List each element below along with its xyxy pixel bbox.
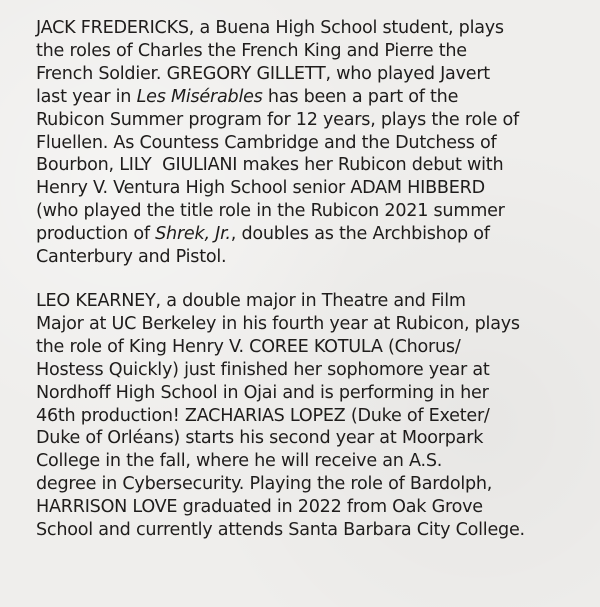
bio-line: (who played the title role in the Rubicon 2021 summer [36, 201, 505, 222]
bio-paragraph-1 [36, 17, 576, 269]
bio-line: production of Shrek, Jr., doubles as the Archbishop of [36, 224, 490, 245]
show-title-italic: Shrek, Jr. [155, 224, 231, 245]
bio-line: Canterbury and Pistol. [36, 247, 227, 268]
bio-line: last year in Les Misérables has been a part of the [36, 86, 459, 107]
bio-line: College in the fall, where he will receive an A.S. [36, 451, 443, 472]
bio-line: Duke of Orléans) starts his second year at Moorpark [36, 428, 484, 449]
bio-line: LEO KEARNEY, a double major in Theatre and Film [36, 290, 466, 311]
bio-paragraph-2 [36, 290, 576, 542]
bio-line: Fluellen. As Countess Cambridge and the Dutchess of [36, 132, 497, 153]
bio-line: HARRISON LOVE graduated in 2022 from Oak Grove [36, 497, 483, 518]
show-title-italic: Les Misérables [136, 86, 263, 107]
bio-line: Hostess Quickly) just finished her sophomore year at [36, 359, 490, 380]
bio-line: JACK FREDERICKS, a Buena High School student, plays [36, 18, 504, 38]
bio-line: the roles of Charles the French King and Pierre the [36, 40, 467, 61]
bio-line: French Soldier. GREGORY GILLETT, who played Javert [36, 63, 490, 84]
bio-line: Major at UC Berkeley in his fourth year at Rubicon, plays [36, 313, 520, 334]
bio-line: Rubicon Summer program for 12 years, plays the role of [36, 109, 519, 130]
bio-line: School and currently attends Santa Barbara City College. [36, 520, 525, 541]
bio-line: Nordhoff High School in Ojai and is performing in her [36, 382, 489, 403]
bio-line: Bourbon, LILY GIULIANI makes her Rubicon debut with [36, 155, 504, 176]
paragraph-spacer [36, 269, 576, 290]
bio-line: degree in Cybersecurity. Playing the role of Bardolph, [36, 474, 493, 495]
bio-line: 46th production! ZACHARIAS LOPEZ (Duke of Exeter/ [36, 405, 490, 426]
bio-line: the role of King Henry V. COREE KOTULA (Chorus/ [36, 336, 461, 357]
bio-line: Henry V. Ventura High School senior ADAM HIBBERD [36, 178, 485, 199]
